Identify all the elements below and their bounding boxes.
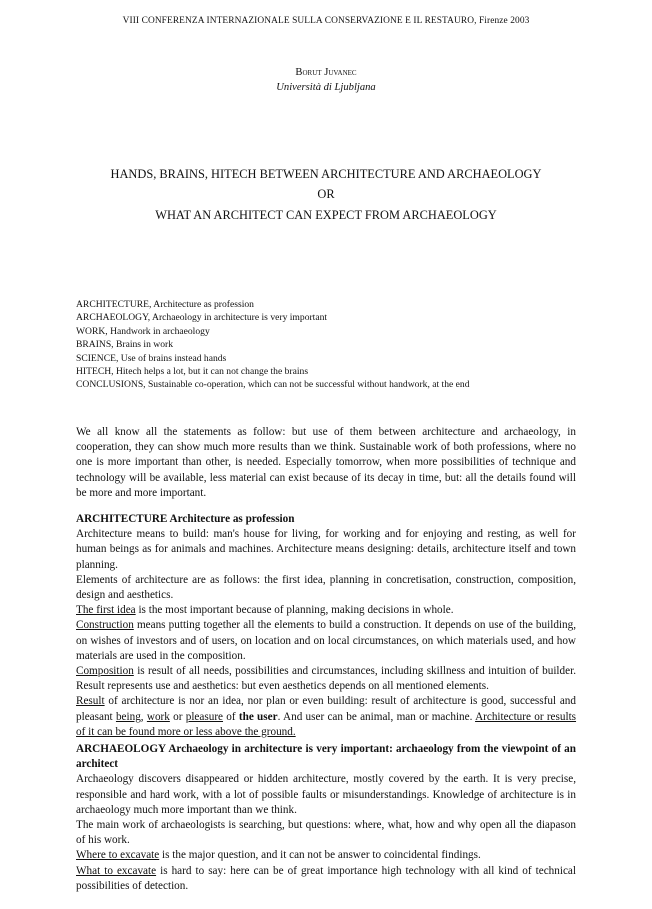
paragraph-text: is the most important because of planning, making decisions in whole. bbox=[135, 604, 454, 617]
title-line-2: OR bbox=[317, 187, 335, 201]
toc-item: BRAINS, Brains in work bbox=[76, 339, 174, 351]
paragraph bbox=[76, 603, 576, 618]
author-affiliation: Università di Ljubljana bbox=[276, 82, 376, 93]
paragraph-text: , bbox=[140, 710, 147, 723]
paragraph-text: means putting together all the elements to build a construction. It depends on use of the building, on wishes of investors and of users, on location and on local circumstances, on which materials used, and how materials are used in the composition. bbox=[76, 619, 576, 662]
paragraph-text: is the major question, and it can not be answer to coincidental findings. bbox=[159, 849, 481, 862]
term-underlined: work bbox=[146, 710, 170, 723]
toc-item: CONCLUSIONS, Sustainable co-operation, which can not be successful without handwork, at the end bbox=[76, 379, 470, 391]
intro-paragraph: We all know all the statements as follow: but use of them between architecture and archaeology, in cooperation, they can show much more results than we think. Sustainable work of both professions, where no one is more important than other, is needed. Especially tomorrow, when more possibilities of technique and technology will be available, less material can exist because of its decay in time, but: all the details found will be more and more important. bbox=[76, 426, 576, 499]
toc-item: ARCHITECTURE, Architecture as profession bbox=[76, 299, 254, 310]
paragraph bbox=[76, 848, 576, 863]
term-underlined: Where to excavate bbox=[76, 849, 160, 862]
term-underlined: Result bbox=[76, 695, 105, 708]
toc-item: SCIENCE, Use of brains instead hands bbox=[76, 352, 227, 364]
paragraph bbox=[76, 618, 576, 664]
author-name: Borut Juvanec bbox=[295, 67, 357, 78]
term-underlined: The first idea bbox=[76, 604, 136, 617]
paragraph-text: is result of all needs, possibilities and circumstances, including skillness and intuition of builder. Result represents use and aesthetics: but even aesthetics depends on all mentioned elements. bbox=[76, 665, 576, 693]
term-underlined: pleasure bbox=[185, 710, 224, 723]
term-underlined: Composition bbox=[76, 665, 134, 678]
paragraph: Architecture means to build: man's house for living, for working and for enjoying and resting, as well for human beings as for animals and machines. Architecture means designing: details, architecture itself and town planning. bbox=[76, 528, 576, 571]
paragraph: Archaeology discovers disappeared or hidden architecture, mostly covered by the earth. It is very precise, responsible and hard work, with a lot of possible faults or misunderstandings. Knowledge of architecture is in archaeology much more important than we think. bbox=[76, 773, 576, 816]
paragraph: Elements of architecture are as follows: the first idea, planning in concretisation, construction, composition, design and aesthetics. bbox=[76, 573, 576, 602]
paragraph-text: . And user can be animal, man or machine. bbox=[277, 710, 476, 723]
paragraph-text: of architecture is nor an idea, nor plan or even building: result of architecture is good, successful and pleasant bbox=[76, 695, 576, 723]
toc-item: HITECH, Hitech helps a lot, but it can not change the brains bbox=[76, 366, 309, 378]
paragraph-text: of bbox=[223, 710, 239, 723]
title-line-3: WHAT AN ARCHITECT CAN EXPECT FROM ARCHAEOLOGY bbox=[155, 208, 497, 222]
table-of-contents bbox=[76, 298, 596, 392]
toc-item: WORK, Handwork in archaeology bbox=[76, 325, 210, 337]
running-head: VIII CONFERENZA INTERNAZIONALE SULLA CONSERVAZIONE E IL RESTAURO, Firenze 2003 bbox=[122, 16, 530, 26]
section-heading: ARCHITECTURE Architecture as profession bbox=[76, 513, 295, 525]
section-architecture bbox=[76, 512, 576, 740]
term-underlined: Architecture or results of it can be found more or less above the ground. bbox=[76, 710, 577, 738]
toc-item: ARCHAEOLOGY, Archaeology in architecture is very important bbox=[76, 312, 328, 324]
title-line-1: HANDS, BRAINS, HITECH BETWEEN ARCHITECTURE AND ARCHAEOLOGY bbox=[110, 167, 542, 181]
bold-term: the user bbox=[238, 710, 278, 723]
paragraph-text: or bbox=[169, 710, 186, 723]
paragraph bbox=[76, 864, 576, 894]
term-underlined: Construction bbox=[76, 619, 134, 632]
section-heading: ARCHAEOLOGY Archaeology in architecture is very important: archaeology from the viewpoint of an architect bbox=[76, 743, 576, 771]
paragraph bbox=[76, 694, 576, 740]
paragraph: The main work of archaeologists is searching, but questions: where, what, how and why open all the diapason of his work. bbox=[76, 819, 576, 847]
paragraph-text: is hard to say: here can be of great importance high technology with all kind of technical possibilities of detection. bbox=[76, 864, 576, 892]
section-archaeology bbox=[76, 742, 576, 894]
paragraph bbox=[76, 664, 576, 694]
term-underlined: being bbox=[115, 710, 141, 723]
term-underlined: What to excavate bbox=[76, 864, 157, 877]
